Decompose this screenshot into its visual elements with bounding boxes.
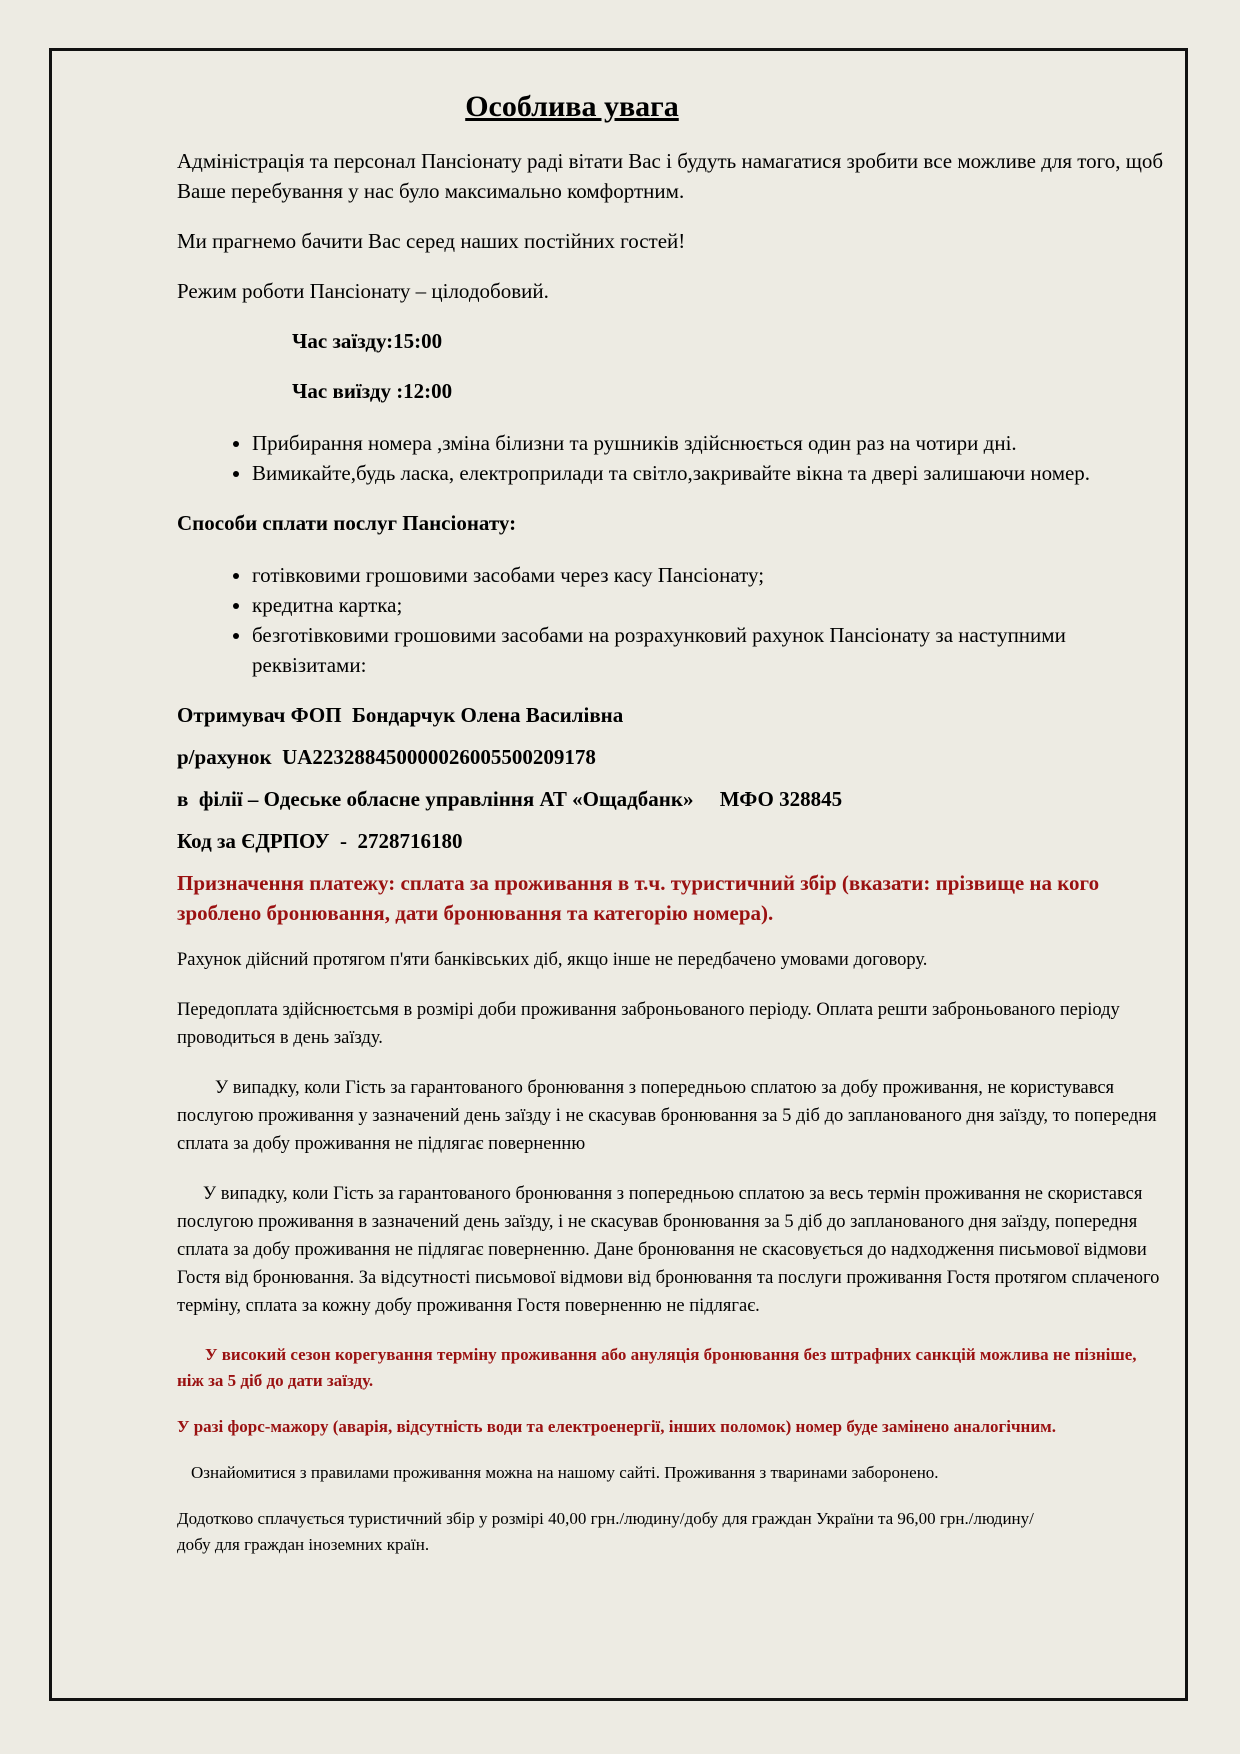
payment-methods-list bbox=[177, 560, 1167, 680]
bank-recipient: Отримувач ФОП Бондарчук Олена Василівна bbox=[177, 703, 624, 727]
payment-method-card: • кредитна картка; bbox=[252, 590, 1167, 620]
high-season-warning: У високий сезон корегування терміну проживання або ануляція бронювання без штрафних санкцій можлива не пізніше, ніж за 5 діб до дати заїзду. bbox=[177, 1345, 1137, 1390]
prepayment-terms: Передоплата здійснюєтсьмя в розмірі доби проживання заброньованого періоду. Оплата решти заброньованого періоду проводиться в день заїзду. bbox=[177, 1000, 1120, 1048]
tourist-tax-note: Додотково сплачується туристичний збір у розмірі 40,00 грн./людину/добу для граждан України та 96,00 грн./людину/добу для граждан іноземних країн. bbox=[177, 1509, 1034, 1554]
rule-electricity: • Вимикайте,будь ласка, електроприлади та світло,закривайте вікна та двері залишаючи номер. bbox=[252, 458, 1167, 488]
checkout-time: Час виїзду :12:00 bbox=[292, 379, 453, 403]
cancellation-case-2: У випадку, коли Гість за гарантованого бронювання з попередньою сплатою за весь термін проживання не скористався послугою проживання в зазначений день заїзду, і не скасував бронювання за 5 діб до запланованого дня заїзду, попередня сплата за добу проживання не підлягає поверненню. Дане бронювання не скасовується до надходження письмової відмови Гостя від бронювання. За відсутності письмової відмови від бронювання та послуги проживання Гостя протягом сплаченого терміну, сплата за кожну добу проживання Гостя поверненню не підлягає. bbox=[177, 1184, 1160, 1316]
bank-edrpou: Код за ЄДРПОУ - 2728716180 bbox=[177, 829, 463, 853]
force-majeure-warning: У разі форс-мажору (аварія, відсутність води та електроенергії, інших поломок) номер буде замінено аналогічним. bbox=[177, 1417, 1056, 1436]
payment-method-transfer: • безготівковими грошовими засобами на розрахунковий рахунок Пансіонату за наступними реквізитами: bbox=[252, 620, 1167, 680]
page-title: Особлива увага bbox=[465, 90, 679, 123]
rules-site-note: Ознайомитися з правилами проживання можна на нашому сайті. Проживання з тваринами заборонено. bbox=[191, 1463, 939, 1482]
regular-guests-paragraph: Ми прагнемо бачити Вас серед наших постійних гостей! bbox=[177, 229, 686, 253]
invoice-validity: Рахунок дійсний протягом п'яти банківських діб, якщо інше не передбачено умовами договору. bbox=[177, 950, 928, 970]
rule-cleaning: • Прибирання номера ,зміна білизни та рушників здійснюється один раз на чотири дні. bbox=[252, 428, 1167, 458]
rules-list bbox=[177, 428, 1167, 488]
bank-account: р/рахунок UA223288450000026005500209178 bbox=[177, 745, 596, 769]
bank-branch: в філії – Одеське обласне управління АТ «Ощадбанк» МФО 328845 bbox=[177, 787, 843, 811]
payment-method-cash: • готівковими грошовими засобами через касу Пансіонату; bbox=[252, 560, 1167, 590]
payment-heading: Способи сплати послуг Пансіонату: bbox=[177, 511, 517, 535]
checkin-time: Час заїзду:15:00 bbox=[292, 329, 443, 353]
payment-purpose: Призначення платежу: сплата за проживання в т.ч. туристичний збір (вказати: прізвище на кого зроблено бронювання, дати бронювання та категорію номера). bbox=[177, 871, 1100, 925]
welcome-paragraph: Адміністрація та персонал Пансіонату раді вітати Вас і будуть намагатися зробити все можливе для того, щоб Ваше перебування у нас було максимально комфортним. bbox=[177, 149, 1164, 203]
work-mode-paragraph: Режим роботи Пансіонату – цілодобовий. bbox=[177, 279, 549, 303]
document-body bbox=[177, 90, 1167, 1558]
cancellation-case-1: У випадку, коли Гість за гарантованого бронювання з попередньою сплатою за добу проживання, не користувався послугою проживання у зазначений день заїзду і не скасував бронювання за 5 діб до запланованого дня заїзду, то попередня сплата за добу проживання не підлягає поверненню bbox=[177, 1078, 1157, 1154]
